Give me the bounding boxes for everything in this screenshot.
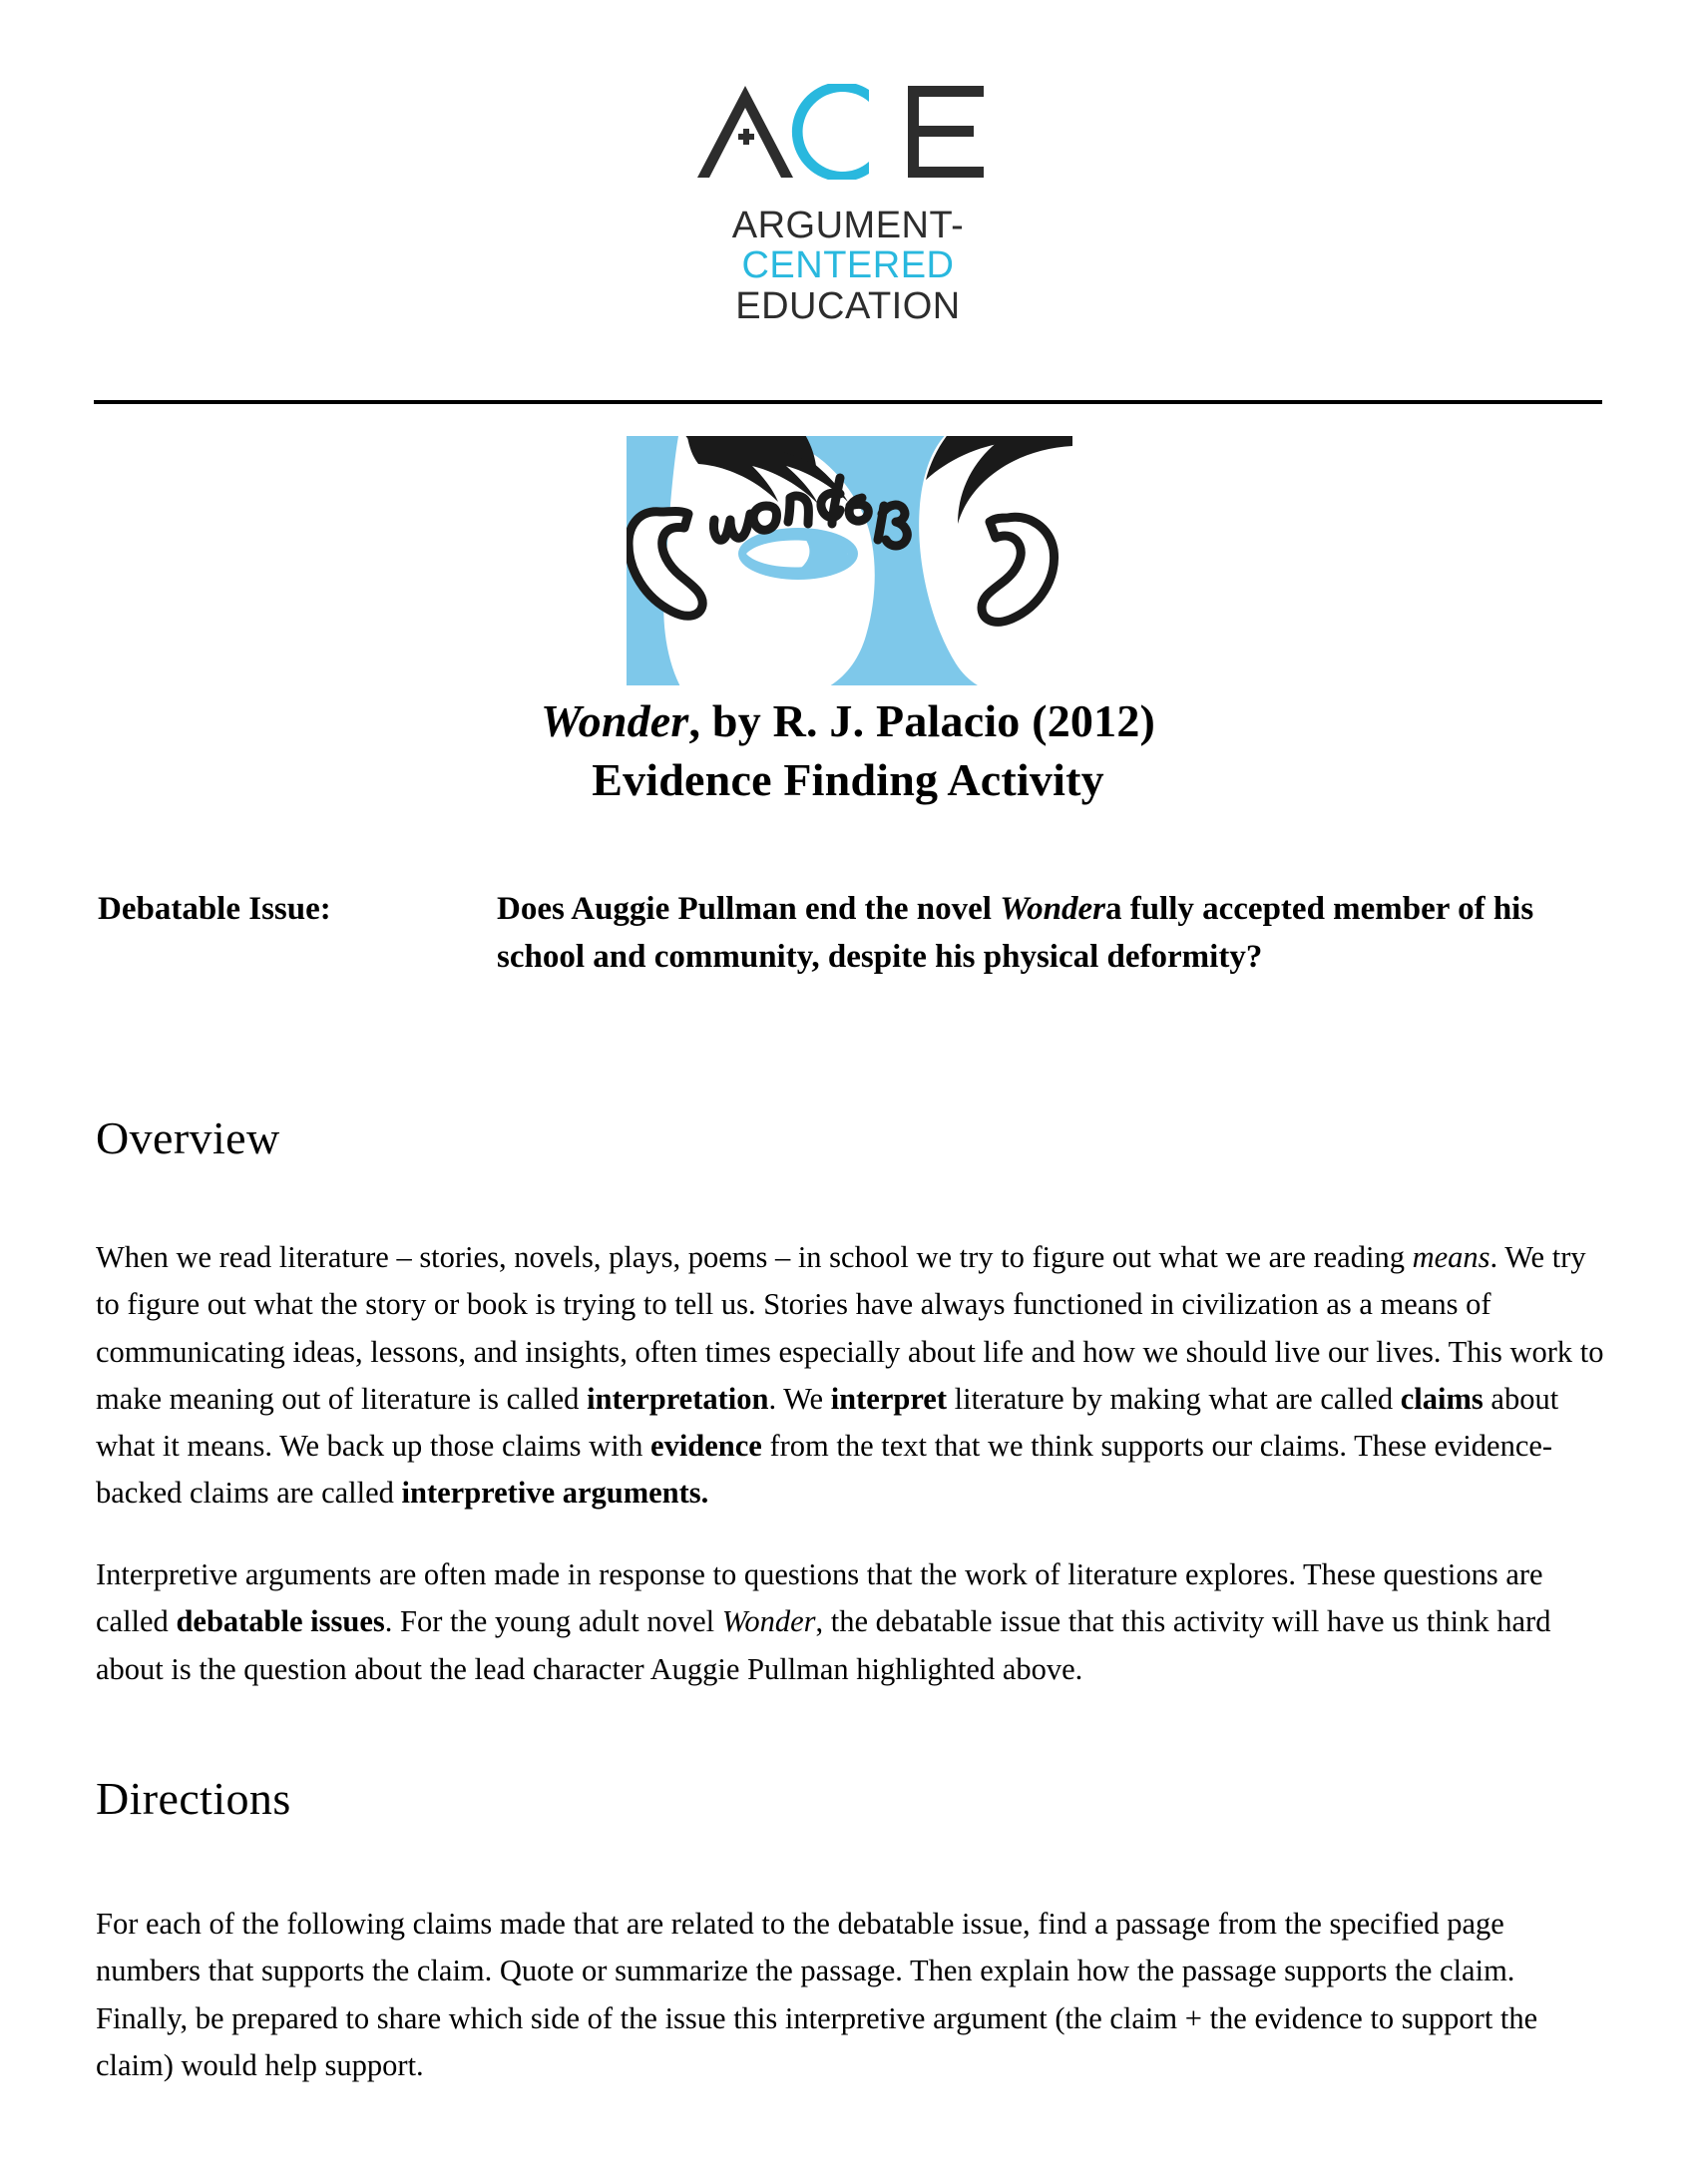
ovp2-s2: . For the young adult novel [384,1604,722,1639]
overview-paragraph-2 [96,1551,1604,1693]
directions-paragraph-1: For each of the following claims made that are related to the debatable issue, find a passage from the specified page numbers that supports the claim. Quote or summarize the passage. Then explain how the passage supports the claim. Finally, be prepared to share which side of the issue this interpretive argument (the claim + the evidence to support the claim) would help support. [96,1907,1538,2082]
page-title-line-2: Evidence Finding Activity [592,753,1104,805]
title-author-year: , by R. J. Palacio (2012) [688,695,1156,746]
ovp1-b4: evidence [650,1429,762,1464]
ace-logo-wordmark [732,206,965,326]
title-book-name: Wonder [540,695,689,746]
debatable-issue-text [497,886,1574,982]
ovp1-s2: . We try to figure out what the story or book is trying to tell us. Stories have always functioned in civilization as a means of communicating ideas, lessons, and insights, often times especially about life and how we should live our lives. This work to make meaning out of literature is called [96,1240,1604,1416]
ovp2-i1: Wonder [721,1604,816,1639]
ovp1-s3: . We [768,1381,831,1416]
ovp1-b2: interpret [830,1381,947,1416]
ovp1-b1: interpretation [587,1381,769,1416]
section-heading-overview: Overview [96,1112,280,1163]
wonder-book-cover-image [627,436,1072,685]
ovp2-s1: Interpretive arguments are often made in response to questions that the work of literature explores. These questions are called [96,1557,1543,1639]
overview-paragraph-1 [96,1234,1604,1518]
debatable-issue-label: Debatable Issue: [98,891,331,927]
ovp1-s4: literature by making what are called [947,1381,1401,1416]
ovp2-b1: debatable issues [176,1604,385,1639]
issue-text-book-name: Wonder [1000,891,1105,927]
issue-text-before: Does Auggie Pullman end the novel [497,891,1001,927]
ovp1-s1: When we read literature – stories, novels, plays, poems – in school we try to figure out what we are reading [96,1240,1413,1274]
logo-line-centered: CENTERED [741,244,955,287]
ovp1-b5: interpretive arguments. [401,1476,709,1511]
page-title-line-1 [0,692,1696,751]
logo-line-education: EDUCATION [735,284,961,327]
page-title [0,692,1696,810]
ovp1-s5: about what it means. We back up those claims with [96,1381,1559,1464]
ovp2-s3: , the debatable issue that this activity will have us think hard about is the question about the lead character Auggie Pullman highlighted above. [96,1604,1551,1686]
section-heading-directions: Directions [96,1773,291,1824]
ace-monogram-icon [693,84,1003,180]
ovp1-i1: means [1412,1240,1490,1274]
header-divider [94,400,1602,404]
ovp1-b3: claims [1400,1381,1484,1416]
issue-text-after: a fully accepted member of his school and community, despite his physical deformity? [497,891,1534,975]
ace-logo [0,84,1696,326]
ovp1-s6: from the text that we think supports our claims. These evidence-backed claims are called [96,1429,1553,1511]
debatable-issue-block [98,886,1606,982]
logo-line-argument: ARGUMENT- [731,205,965,246]
